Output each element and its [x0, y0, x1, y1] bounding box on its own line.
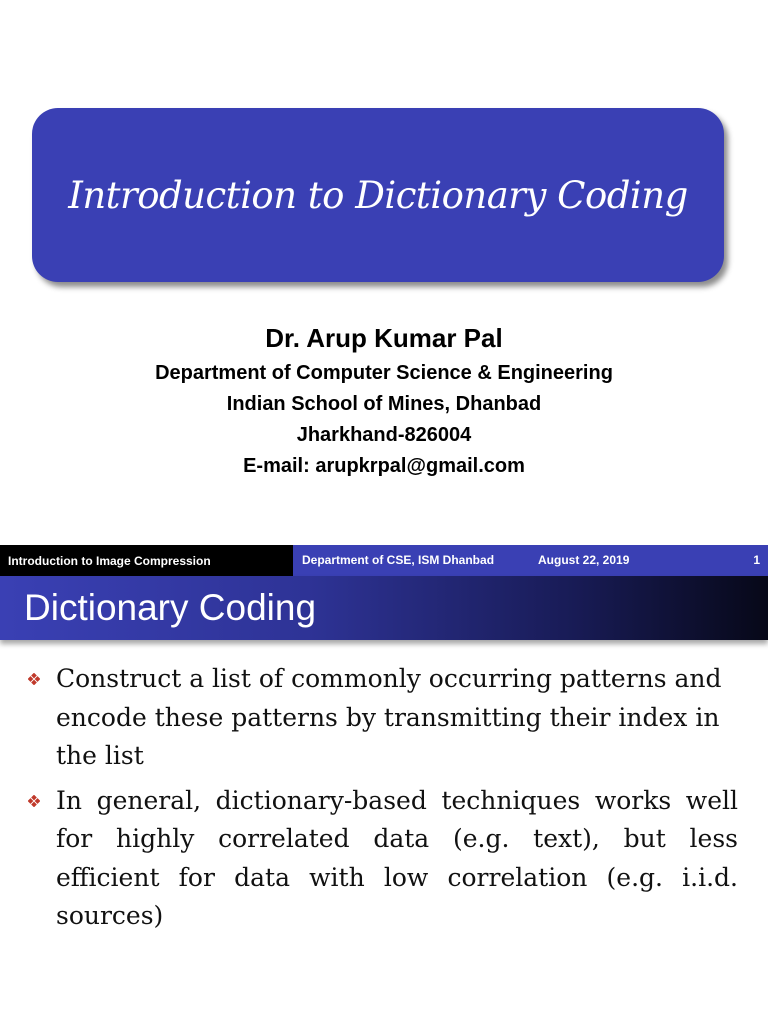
- footer-page-number: 1: [753, 553, 760, 567]
- bullet-text: Construct a list of commonly occurring patterns and encode these patterns by transmitting their index in the list: [56, 664, 722, 770]
- diamond-bullet-icon: [28, 673, 40, 685]
- diamond-bullet-icon: [28, 795, 40, 807]
- author-info: [0, 318, 768, 482]
- bullet-list: [28, 660, 738, 942]
- footer-info: [293, 545, 768, 576]
- bullet-text: In general, dictionary-based techniques works well for highly correlated data (e.g. text), but less efficient for data with low correlation (e.g. i.i.d. sources): [56, 785, 738, 930]
- author-name: Dr. Arup Kumar Pal: [265, 323, 503, 353]
- footer-course: [0, 545, 293, 576]
- list-item: [28, 660, 738, 776]
- section-header: [0, 576, 768, 640]
- footer-date: August 22, 2019: [538, 553, 630, 567]
- section-title: Dictionary Coding: [24, 587, 317, 628]
- footer-department: Department of CSE, ISM Dhanbad: [302, 553, 495, 567]
- title-banner: [32, 108, 724, 282]
- author-department: Department of Computer Science & Engineering: [155, 362, 613, 384]
- author-location: Jharkhand-826004: [296, 424, 472, 446]
- slide-footer: [0, 545, 768, 576]
- author-institute: Indian School of Mines, Dhanbad: [226, 393, 542, 415]
- footer-course-label: Introduction to Image Compression: [8, 553, 211, 568]
- slide-title: Introduction to Dictionary Coding: [68, 173, 688, 217]
- author-email: E-mail: arupkrpal@gmail.com: [243, 455, 525, 477]
- list-item: [28, 782, 738, 936]
